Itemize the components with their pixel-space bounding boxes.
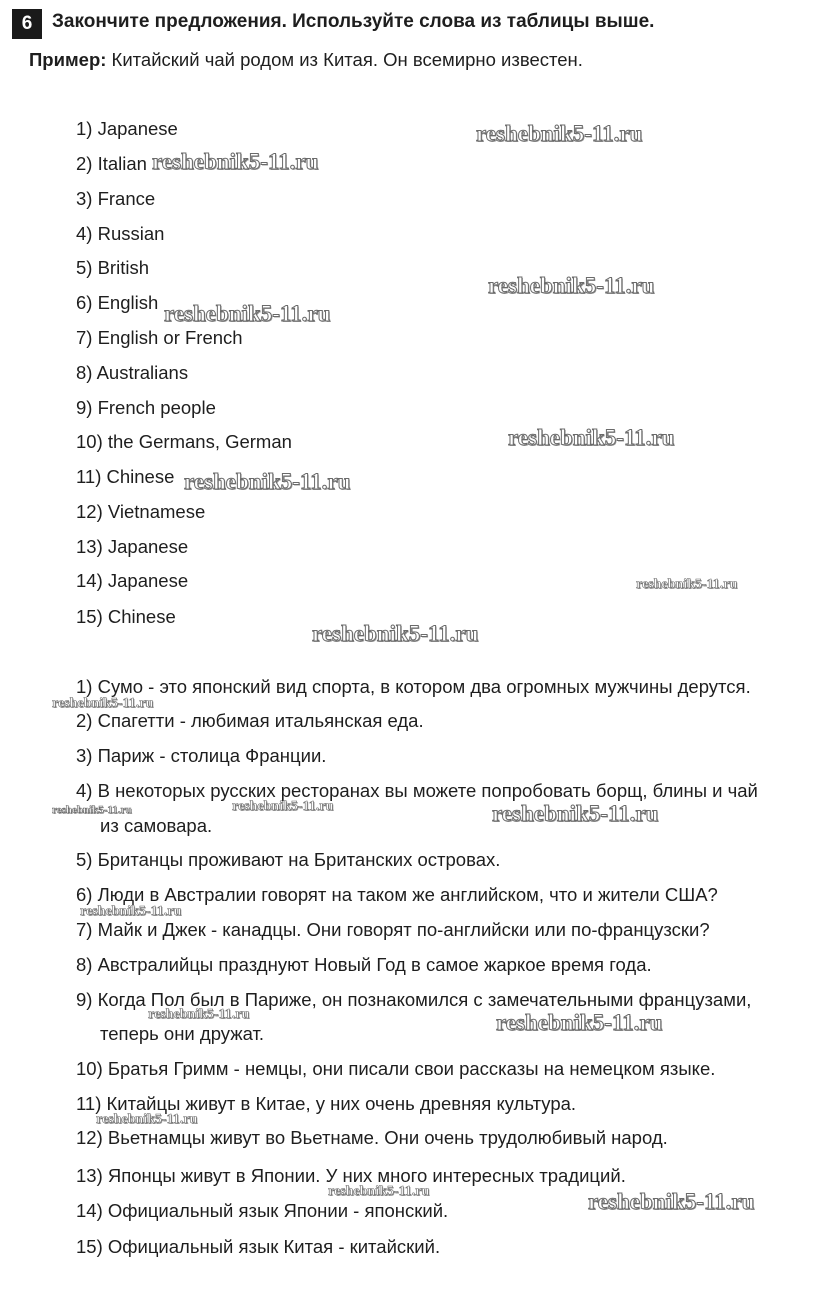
answer-item-8: 8) Australians [76, 362, 189, 383]
watermark: reshebnik5-11.ru [636, 577, 738, 592]
answer-item-9: 9) French people [76, 397, 216, 418]
sentence-11: 11) Китайцы живут в Китае, у них очень древняя культура. [76, 1093, 577, 1114]
answer-item-3: 3) France [76, 188, 156, 209]
task-number-badge: 6 [12, 9, 42, 39]
watermark: reshebnik5-11.ru [496, 1010, 663, 1035]
watermark: reshebnik5-11.ru [52, 696, 154, 711]
watermark: reshebnik5-11.ru [588, 1189, 755, 1214]
watermark: reshebnik5-11.ru [492, 801, 659, 826]
answer-item-6: 6) English [76, 292, 159, 313]
answer-item-15: 15) Chinese [76, 606, 176, 627]
task-title: Закончите предложения. Используйте слова из таблицы выше. [52, 11, 655, 32]
watermark: reshebnik5-11.ru [164, 301, 331, 326]
watermark: reshebnik5-11.ru [476, 121, 643, 146]
watermark: reshebnik5-11.ru [488, 273, 655, 298]
answer-item-2: 2) Italian [76, 153, 147, 174]
sentence-2: 2) Спагетти - любимая итальянская еда. [76, 710, 424, 731]
answer-item-13: 13) Japanese [76, 536, 189, 557]
sentence-1: 1) Сумо - это японский вид спорта, в котором два огромных мужчины дерутся. [76, 676, 751, 697]
sentence-9: 9) Когда Пол был в Париже, он познакомился с замечательными французами, [76, 989, 752, 1010]
answer-item-10: 10) the Germans, German [76, 431, 292, 452]
watermark: reshebnik5-11.ru [328, 1184, 430, 1199]
sentence-14: 14) Официальный язык Японии - японский. [76, 1200, 449, 1221]
sentence-9-continuation: теперь они дружат. [100, 1023, 265, 1044]
answer-item-14: 14) Japanese [76, 570, 189, 591]
sentence-12: 12) Вьетнамцы живут во Вьетнаме. Они очень трудолюбивый народ. [76, 1127, 668, 1148]
example-line [29, 49, 583, 71]
example-text: Китайский чай родом из Китая. Он всемирно известен. [111, 49, 583, 70]
watermark: reshebnik5-11.ru [184, 469, 351, 494]
sentence-3: 3) Париж - столица Франции. [76, 745, 327, 766]
watermark: reshebnik5-11.ru [232, 799, 334, 814]
sentence-4: 4) В некоторых русских ресторанах вы можете попробовать борщ, блины и чай [76, 780, 758, 801]
sentence-10: 10) Братья Гримм - немцы, они писали свои рассказы на немецком языке. [76, 1058, 716, 1079]
watermark: reshebnik5-11.ru [96, 1112, 198, 1127]
watermark: reshebnik5-11.ru [152, 149, 319, 174]
answer-item-7: 7) English or French [76, 327, 243, 348]
sentence-13: 13) Японцы живут в Японии. У них много интересных традиций. [76, 1165, 626, 1186]
sentence-6: 6) Люди в Австралии говорят на таком же английском, что и жители США? [76, 884, 718, 905]
sentence-8: 8) Австралийцы празднуют Новый Год в самое жаркое время года. [76, 954, 652, 975]
watermark: reshebnik5-11.ru [52, 804, 132, 816]
sentence-7: 7) Майк и Джек - канадцы. Они говорят по-английски или по-французски? [76, 919, 710, 940]
answer-item-4: 4) Russian [76, 223, 165, 244]
watermark: reshebnik5-11.ru [312, 621, 479, 646]
watermark: reshebnik5-11.ru [80, 904, 182, 919]
answer-item-11: 11) Chinese [76, 466, 175, 487]
sentence-15: 15) Официальный язык Китая - китайский. [76, 1236, 441, 1257]
example-label: Пример: [29, 49, 107, 70]
answer-item-5: 5) British [76, 257, 149, 278]
answer-item-12: 12) Vietnamese [76, 501, 206, 522]
watermark: reshebnik5-11.ru [148, 1007, 250, 1022]
answer-item-1: 1) Japanese [76, 118, 178, 139]
sentence-5: 5) Британцы проживают на Британских островах. [76, 849, 501, 870]
watermark: reshebnik5-11.ru [508, 425, 675, 450]
sentence-4-continuation: из самовара. [100, 815, 213, 836]
